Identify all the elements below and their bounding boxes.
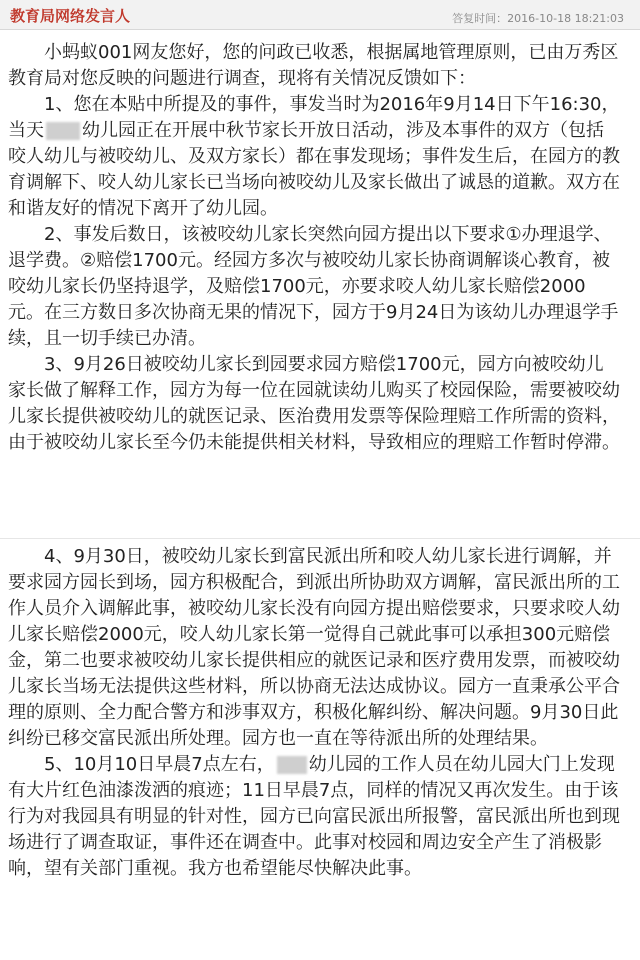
reply-header [0, 0, 640, 30]
speaker-title: 教育局网络发言人 [10, 7, 131, 25]
paragraph-intro: 小蚂蚁001网友您好，您的问政已收悉，根据属地管理原则，已由万秀区教育局对您反映的问题进行调查，现将有关情况反馈如下： [8, 42, 619, 89]
redacted-name [277, 756, 307, 774]
paragraph-4: 4、9月30日，被咬幼儿家长到富民派出所和咬人幼儿家长进行调解，并要求园方园长到场，园方积极配合，到派出所协助双方调解，富民派出所的工作人员介入调解此事，被咬幼儿家长没有向园方提出赔偿要求，只要求咬人幼儿家长赔偿2000元，咬人幼儿家长第一觉得自己就此事可以承担300元赔偿金，第二也要求被咬幼儿家长提供相应的就医记录和医疗费用发票，而被咬幼儿家长当场无法提供这些材料，所以协商无法达成协议。园方一直秉承公平合理的原则、全力配合警方和涉事双方，积极化解纠纷、解决问题。9月30日此纠纷已移交富民派出所处理。园方也一直在等待派出所的处理结果。 [8, 546, 620, 749]
paragraph-5 [8, 752, 620, 882]
paragraph-1-rest: 幼儿园正在开展中秋节家长开放日活动，涉及本事件的双方（包括咬人幼儿与被咬幼儿、及双方家长）都在事发现场；事件发生后，在园方的教育调解下、咬人幼儿家长已当场向被咬幼儿及家长做出了诚恳的道歉。双方在和谐友好的情况下离开了幼儿园。 [8, 120, 620, 219]
reply-body-top [8, 40, 620, 456]
reply-body-bottom [8, 544, 620, 882]
redacted-name [46, 122, 80, 140]
section-divider [0, 538, 640, 539]
paragraph-5-rest: 幼儿园的工作人员在幼儿园大门上发现有大片红色油漆泼洒的痕迹；11日早晨7点，同样的情况又再次发生。由于该行为对我园具有明显的针对性，园方已向富民派出所报警，富民派出所也到现场进行了调查取证，事件还在调查中。此事对校园和周边安全产生了消极影响，望有关部门重视。我方也希望能尽快解决此事。 [8, 754, 620, 879]
paragraph-1-start: 1、您在本贴中所提及的事件，事发当时为2016年9月14日下午16:30，当天 [8, 94, 620, 141]
paragraph-3: 3、9月26日被咬幼儿家长到园要求园方赔偿1700元，园方向被咬幼儿家长做了解释工作，园方为每一位在园就读幼儿购买了校园保险，需要被咬幼儿家长提供被咬幼儿的就医记录、医治费用发票等保险理赔工作所需的资料，由于被咬幼儿家长至今仍未能提供相关材料，导致相应的理赔工作暂时停滞。 [8, 354, 620, 453]
paragraph-2: 2、事发后数日，该被咬幼儿家长突然向园方提出以下要求①办理退学、退学费。②赔偿1700元。经园方多次与被咬幼儿家长协商调解谈心教育，被咬幼儿家长仍坚持退学，及赔偿1700元，亦要求咬人幼儿家长赔偿2000元。在三方数日多次协商无果的情况下，园方于9月24日为该幼儿办理退学手续，且一切手续已办清。 [8, 224, 619, 349]
reply-time: 答复时间：2016-10-18 18:21:03 [452, 12, 624, 25]
paragraph-5-start: 5、10月10日早晨7点左右， [44, 754, 275, 775]
paragraph-1 [8, 92, 620, 222]
